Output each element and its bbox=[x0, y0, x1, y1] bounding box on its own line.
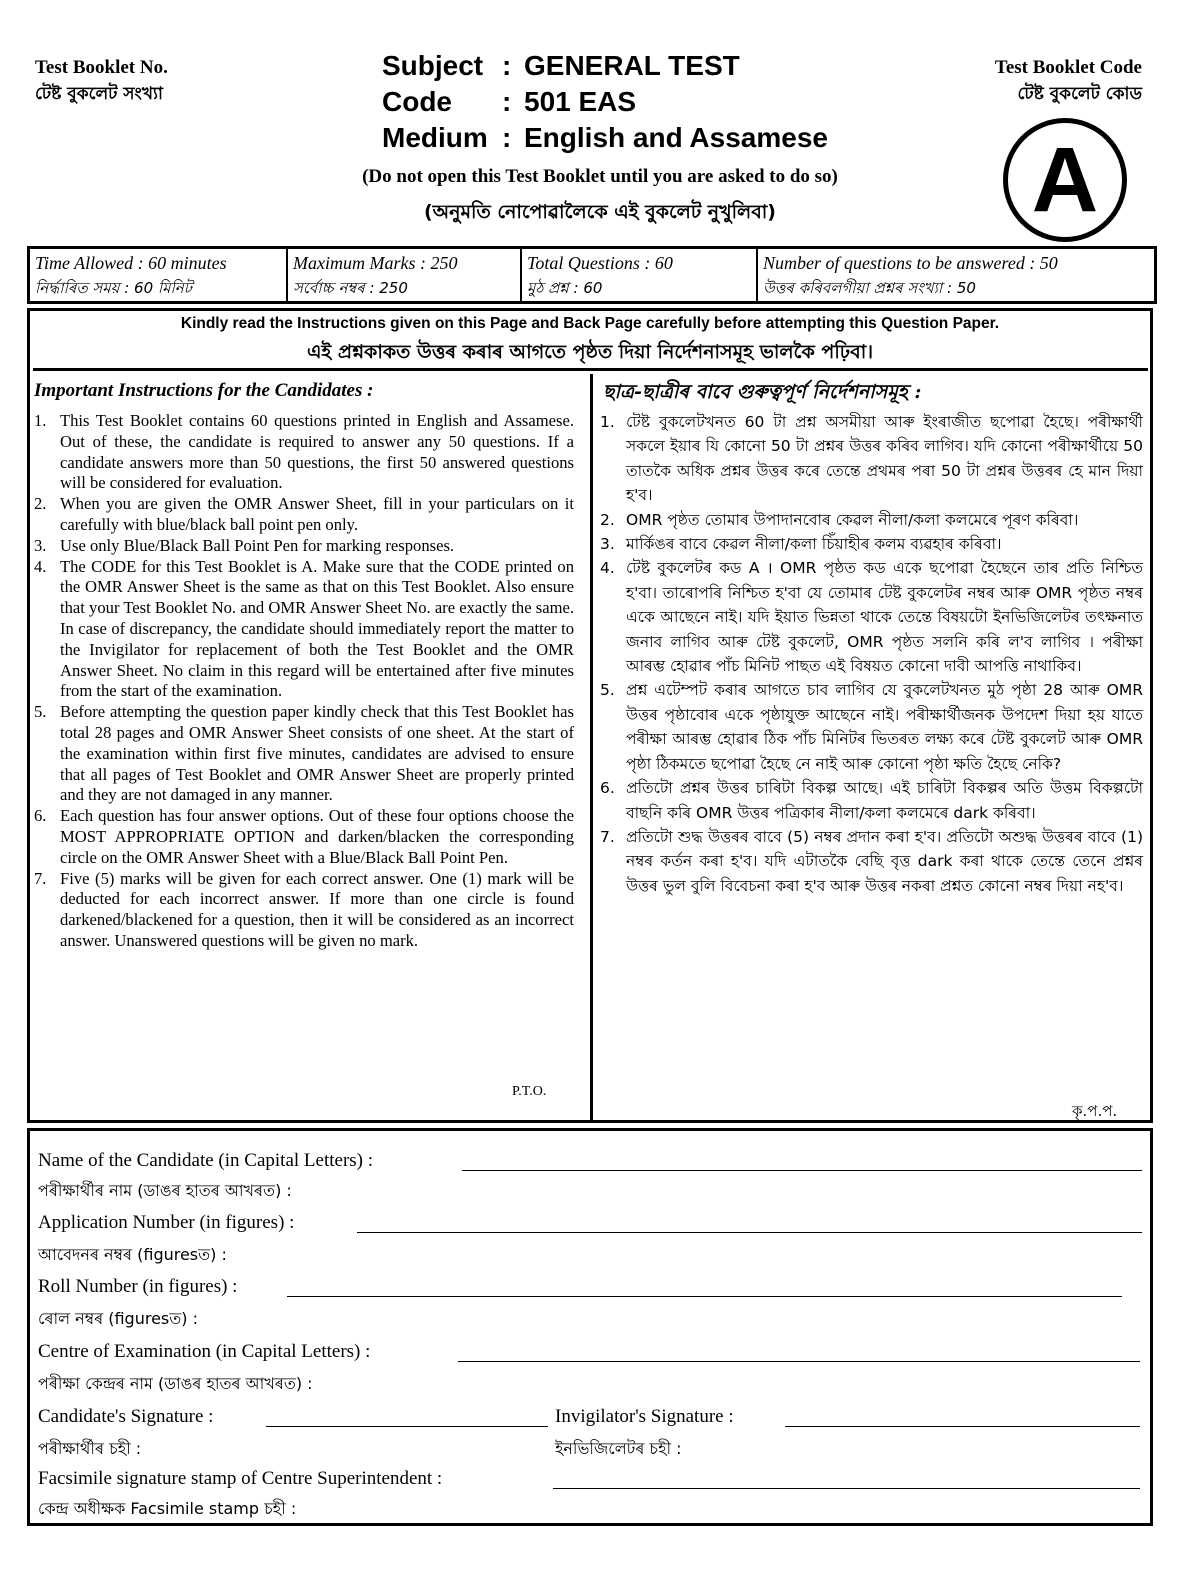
centre-label-bn: পৰীক্ষা কেন্দ্ৰৰ নাম (ডাঙৰ হাতৰ আখৰত) : bbox=[38, 1374, 313, 1393]
instruction-item bbox=[34, 806, 574, 868]
name-label-bn: পৰীক্ষাৰ্থীৰ নাম (ডাঙৰ হাতৰ আখৰত) : bbox=[38, 1181, 292, 1200]
total-questions-bn: মুঠ প্ৰশ্ন : 60 bbox=[527, 279, 603, 297]
instruction-item bbox=[34, 411, 574, 494]
pto-label: P.T.O. bbox=[512, 1084, 547, 1099]
item-text: OMR পৃষ্ঠত তোমাৰ উপাদানবোৰ কেৱল নীলা/কলা কলমেৰে পূৰণ কৰিবা। bbox=[626, 510, 1079, 529]
instruction-item-bn bbox=[600, 776, 1143, 825]
item-text: This Test Booklet contains 60 questions printed in English and Assamese. Out of these, the candidate is required to answer any 50 questions. If a candidate answers more than 50 questions, the first 50 answered questions will be considered for evaluation. bbox=[60, 411, 574, 493]
item-number: 6. bbox=[34, 806, 47, 826]
item-number: 2. bbox=[600, 510, 615, 529]
item-number: 2. bbox=[34, 494, 47, 514]
kindly-read-notice-bn: এই প্ৰশ্নকাকত উত্তৰ কৰাৰ আগতে পৃষ্ঠত দিয়া নিৰ্দেশনাসমূহ ভালকৈ পঢ়িবা। bbox=[306, 341, 874, 363]
time-allowed-bn: নিৰ্দ্ধাৰিত সময় : 60 মিনিট bbox=[35, 279, 192, 297]
instruction-item bbox=[34, 557, 574, 703]
candidate-signature-field[interactable] bbox=[266, 1426, 548, 1427]
facsimile-label: Facsimile signature stamp of Centre Superintendent : bbox=[38, 1468, 443, 1489]
instruction-item bbox=[34, 702, 574, 806]
booklet-no-block bbox=[35, 55, 168, 107]
instruction-item-bn bbox=[600, 678, 1143, 776]
item-number: 3. bbox=[34, 535, 47, 555]
item-number: 3. bbox=[600, 535, 615, 554]
item-number: 7. bbox=[34, 868, 47, 888]
questions-to-answer: Number of questions to be answered : 50 bbox=[763, 253, 1058, 273]
instruction-item-bn bbox=[600, 825, 1143, 898]
item-text: প্ৰশ্ন এটেম্পট কৰাৰ আগতে চাব লাগিব যে বুকলেটখনত মুঠ পৃষ্ঠা 28 আৰু OMR উত্তৰ পৃষ্ঠাবোৰ একে পৃষ্ঠাযুক্ত আছেনে নাই। পৰীক্ষাৰ্থীজনক উপদেশ দিয়া হয় যাতে পৰীক্ষা আৰম্ভ হোৱাৰ ঠিক পাঁচ মিনিটৰ ভিতৰত লক্ষ্য কৰে টেষ্ট বুকলেট আৰু OMR পৃষ্ঠা ঠিকমতে ছপোৱা হৈছে নে নাই আৰু কোনো পৃষ্ঠা ক্ষতি হৈছে নেকি? bbox=[626, 681, 1143, 773]
item-number: 1. bbox=[600, 413, 615, 431]
do-not-open-notice: (Do not open this Test Booklet until you are asked to do so) bbox=[362, 166, 838, 187]
name-label: Name of the Candidate (in Capital Letters) : bbox=[38, 1150, 374, 1171]
medium-value: English and Assamese bbox=[524, 122, 828, 153]
column-divider bbox=[590, 374, 593, 1122]
questions-to-answer-cell bbox=[758, 249, 1154, 301]
application-number-label: Application Number (in figures) : bbox=[38, 1212, 295, 1233]
instruction-item bbox=[34, 494, 574, 536]
colon: : bbox=[502, 122, 512, 153]
max-marks-bn: সৰ্বোচ্চ নম্বৰ : 250 bbox=[293, 279, 408, 297]
invigilator-signature-label-bn: ইনভিজিলেটৰ চহী : bbox=[555, 1439, 682, 1458]
instructions-heading-bn: ছাত্ৰ-ছাত্ৰীৰ বাবে গুৰুত্বপূৰ্ণ নিৰ্দেশনাসমূহ : bbox=[603, 381, 922, 403]
invigilator-signature-label: Invigilator's Signature : bbox=[555, 1406, 734, 1427]
item-number: 1. bbox=[34, 411, 47, 430]
time-allowed-cell bbox=[30, 249, 288, 301]
subject-value: GENERAL TEST bbox=[524, 50, 740, 81]
item-number: 5. bbox=[600, 681, 615, 700]
instructions-list-en bbox=[34, 411, 574, 952]
subject-label: Subject bbox=[382, 50, 484, 81]
subject-block bbox=[382, 48, 828, 156]
instruction-item-bn bbox=[600, 508, 1143, 532]
item-text: প্ৰতিটো শুদ্ধ উত্তৰৰ বাবে (5) নম্বৰ প্ৰদান কৰা হ'ব। প্ৰতিটো অশুদ্ধ উত্তৰৰ বাবে (1) নম্বৰ কৰ্তন কৰা হ'ব। যদি এটাতকৈ বেছি বৃত্ত dark কৰা থাকে তেন্তে তেনে প্ৰশ্নৰ উত্তৰ ভুল বুলি বিবেচনা কৰা হ'ব আৰু উত্তৰ নকৰা প্ৰশ্নত কোনো নম্বৰ দিয়া নহ'ব। bbox=[626, 827, 1143, 895]
item-text: প্ৰতিটো প্ৰশ্নৰ উত্তৰ চাৰিটা বিকল্প আছে। এই চাৰিটা বিকল্পৰ অতি উত্তম বিকল্পটো বাছনি কৰি OMR উত্তৰ পত্ৰিকাৰ নীলা/কলা কলমেৰে dark কৰিবা। bbox=[626, 779, 1143, 822]
code-value: 501 EAS bbox=[524, 86, 637, 117]
do-not-open-notice-bn: (অনুমতি নোপোৱালৈকে এই বুকলেট নুখুলিবা) bbox=[423, 201, 776, 223]
roll-number-label-bn: ৰোল নম্বৰ (figuresত) : bbox=[38, 1309, 198, 1328]
instructions-separator bbox=[33, 368, 1148, 371]
centre-label: Centre of Examination (in Capital Letters) : bbox=[38, 1341, 371, 1362]
candidate-signature-label-bn: পৰীক্ষাৰ্থীৰ চহী : bbox=[38, 1439, 142, 1458]
item-text: Before attempting the question paper kindly check that this Test Booklet has total 28 pages and OMR Answer Sheet consists of one sheet. At the start of the examination within first five minutes, candidates are advised to ensure that all pages of Test Booklet and OMR Answer Sheet are properly printed and they are not damaged in any manner. bbox=[60, 702, 574, 805]
item-text: Each question has four answer options. Out of these four options choose the MOST APPROPRIATE OPTION and darken/blacken the corresponding circle on the OMR Answer Sheet with a Blue/Black Ball Point Pen. bbox=[60, 806, 574, 867]
roll-number-field[interactable] bbox=[287, 1296, 1122, 1297]
item-number: 5. bbox=[34, 702, 47, 722]
item-text: মাৰ্কিঙৰ বাবে কেৱল নীলা/কলা চিঁয়াহীৰ কলম ব্যৱহাৰ কৰিবা। bbox=[626, 535, 1002, 554]
item-number: 4. bbox=[600, 559, 615, 578]
facsimile-field[interactable] bbox=[553, 1488, 1140, 1489]
instruction-item-bn bbox=[600, 410, 1143, 508]
item-number: 7. bbox=[600, 827, 615, 846]
colon: : bbox=[502, 86, 512, 117]
item-text: টেষ্ট বুকলেটখনত 60 টা প্ৰশ্ন অসমীয়া আৰু ইংৰাজীত ছপোৱা হৈছে। পৰীক্ষাৰ্থী সকলে ইয়াৰ যি কোনো 50 টা প্ৰশ্নৰ উত্তৰ কৰিব লাগিব। যদি কোনো পৰীক্ষাৰ্থীয়ে 50 তাতকৈ অধিক প্ৰশ্নৰ উত্তৰ কৰে তেন্তে প্ৰথমৰ পৰা 50 টা প্ৰশ্নৰ উত্তৰৰ হে মান দিয়া হ'ব। bbox=[626, 413, 1143, 505]
pto-label-bn: কৃ.প.প. bbox=[1072, 1102, 1118, 1120]
medium-label: Medium bbox=[382, 122, 488, 153]
booklet-code-label-bn: টেষ্ট বুকলেট কোড bbox=[1017, 84, 1142, 104]
invigilator-signature-field[interactable] bbox=[785, 1426, 1140, 1427]
total-questions: Total Questions : 60 bbox=[527, 253, 673, 273]
booklet-code-letter: A bbox=[1031, 129, 1099, 231]
candidate-signature-label: Candidate's Signature : bbox=[38, 1406, 214, 1427]
colon: : bbox=[502, 50, 512, 81]
application-number-field[interactable] bbox=[357, 1232, 1142, 1233]
max-marks: Maximum Marks : 250 bbox=[293, 253, 458, 273]
time-allowed: Time Allowed : 60 minutes bbox=[35, 253, 227, 273]
instruction-item bbox=[34, 869, 574, 952]
kindly-read-notice: Kindly read the Instructions given on this Page and Back Page carefully before attempting this Question Paper. bbox=[180, 315, 1000, 332]
exam-info-table bbox=[27, 246, 1157, 304]
centre-field[interactable] bbox=[458, 1361, 1140, 1362]
booklet-no-label: Test Booklet No. bbox=[35, 57, 168, 78]
booklet-code-label: Test Booklet Code bbox=[994, 57, 1142, 78]
instruction-item-bn bbox=[600, 532, 1143, 556]
item-number: 6. bbox=[600, 779, 615, 798]
name-field[interactable] bbox=[462, 1170, 1142, 1171]
questions-to-answer-bn: উত্তৰ কৰিবলগীয়া প্ৰশ্নৰ সংখ্যা : 50 bbox=[763, 279, 976, 297]
item-number: 4. bbox=[34, 556, 47, 576]
application-number-label-bn: আবেদনৰ নম্বৰ (figuresত) : bbox=[38, 1245, 227, 1264]
roll-number-label: Roll Number (in figures) : bbox=[38, 1276, 238, 1297]
max-marks-cell bbox=[288, 249, 522, 301]
booklet-no-label-bn: টেষ্ট বুকলেট সংখ্যা bbox=[35, 84, 163, 104]
instructions-heading-en: Important Instructions for the Candidates : bbox=[34, 380, 374, 401]
instructions-list-bn bbox=[600, 410, 1143, 898]
facsimile-label-bn: কেন্দ্ৰ অধীক্ষক Facsimile stamp চহী : bbox=[38, 1499, 297, 1518]
code-label: Code bbox=[382, 86, 452, 117]
item-text: When you are given the OMR Answer Sheet, fill in your particulars on it carefully with blue/black ball point pen only. bbox=[60, 494, 574, 534]
item-text: Five (5) marks will be given for each correct answer. One (1) mark will be deducted for each incorrect answer. If more than one circle is found darkened/blackened for a question, then it will be considered as an incorrect answer. Unanswered questions will be given no mark. bbox=[60, 868, 574, 950]
item-text: Use only Blue/Black Ball Point Pen for marking responses. bbox=[60, 535, 455, 555]
item-text: The CODE for this Test Booklet is A. Make sure that the CODE printed on the OMR Answer Sheet is the same as that on this Test Booklet. Also ensure that your Test Booklet No. and OMR Answer Sheet No. are exactly the same. In case of discrepancy, the candidate should immediately report the matter to the Invigilator for replacement of both the Test Booklet and the OMR Answer Sheet. No claim in this regard will be entertained after five minutes from the start of the examination. bbox=[60, 556, 574, 701]
booklet-code-block bbox=[995, 55, 1142, 107]
instruction-item-bn bbox=[600, 556, 1143, 678]
instruction-item bbox=[34, 536, 574, 557]
total-questions-cell bbox=[522, 249, 758, 301]
item-text: টেষ্ট বুকলেটৰ কড A । OMR পৃষ্ঠত কড একে ছপোৱা হৈছেনে তাৰ প্ৰতি নিশ্চিত হ'বা। তাৰোপৰি নিশ্চিত হ'বা যে তোমাৰ টেষ্ট বুকলেটৰ নম্বৰ আৰু OMR পৃষ্ঠত নম্বৰ একে আছেনে নাই। যদি ইয়াত ভিন্নতা থাকে তেন্তে বিষয়টো ইনভিজিলেটৰ তৎক্ষনাত জনাব লাগিব আৰু টেষ্ট বুকলেট, OMR পৃষ্ঠত সলনি কৰি ল'ব লাগিব । পৰীক্ষা আৰম্ভ হোৱাৰ পাঁচ মিনিট পাছত এই বিষয়ত কোনো দাবী আপত্তি নাথাকিব। bbox=[626, 559, 1143, 676]
